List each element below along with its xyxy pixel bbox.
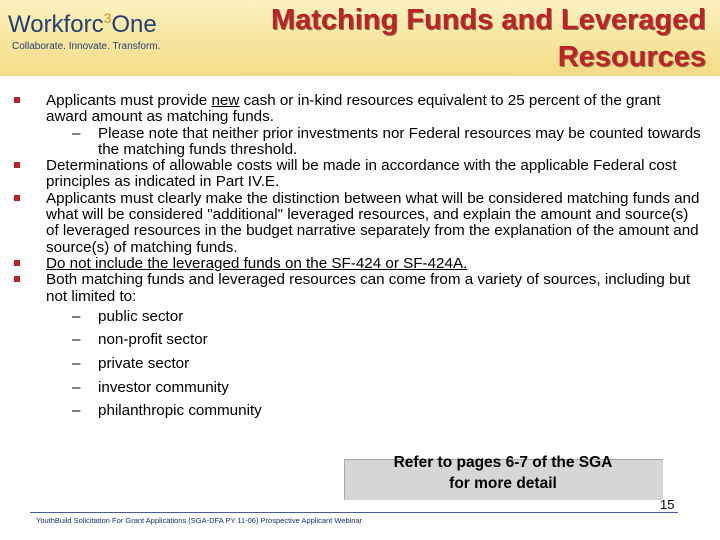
page-number: 15 bbox=[660, 497, 675, 512]
bullet-5-sub-5: – philanthropic community bbox=[72, 402, 262, 420]
bullet-2: Determinations of allowable costs will be made in accordance with the applicable Federal cost principles as indicated in Part IV.E. bbox=[14, 158, 704, 191]
logo-tagline: Collaborate. Innovate. Transform. bbox=[12, 41, 161, 52]
bullet-square-icon bbox=[14, 162, 20, 168]
bullet-1: Applicants must provide new cash or in-kind resources equivalent to 25 percent of the grant award amount as matching funds. bbox=[14, 93, 704, 126]
bullet-3: Applicants must clearly make the distinction between what will be considered matching funds and what will be considered "additional" leveraged resources, and explain the amount and source(s) of leveraged resources in the budget narrative separately from the explanation of the amount and source(s) of matching funds. bbox=[14, 191, 704, 256]
callout-text: Refer to pages 6-7 of the SGA for more detail bbox=[393, 454, 613, 492]
logo-wordmark: Workforc$^3$One bbox=[8, 10, 157, 38]
slide-header bbox=[0, 0, 720, 76]
bullet-4: Do not include the leveraged funds on the SF-424 or SF-424A. bbox=[14, 256, 704, 272]
slide-title: Matching Funds and Leveraged Resources bbox=[270, 4, 706, 73]
bullet-5-sub-3: – private sector bbox=[72, 355, 190, 373]
footer-rule bbox=[30, 512, 678, 513]
bullet-5-sub-2: – non-profit sector bbox=[72, 331, 208, 349]
bullet-5: Both matching funds and leveraged resources can come from a variety of sources, including but not limited to: bbox=[14, 272, 704, 305]
bullet-5-sub-1: – public sector bbox=[72, 307, 184, 325]
bullet-square-icon bbox=[14, 195, 20, 201]
bullet-square-icon bbox=[14, 276, 20, 282]
bullet-5-sub-4: – investor community bbox=[72, 378, 229, 396]
bullet-1-sub-1: – Please note that neither prior investments nor Federal resources may be counted towards the matching funds threshold. bbox=[72, 124, 701, 158]
workforce3one-logo bbox=[8, 10, 188, 60]
footer-text: YouthBuild Solicitation For Grant Applications (SGA-DFA PY 11-06) Prospective Applicant Webinar bbox=[36, 516, 363, 525]
bullet-square-icon bbox=[14, 97, 20, 103]
bullet-square-icon bbox=[14, 260, 20, 266]
slide-body bbox=[14, 93, 704, 423]
